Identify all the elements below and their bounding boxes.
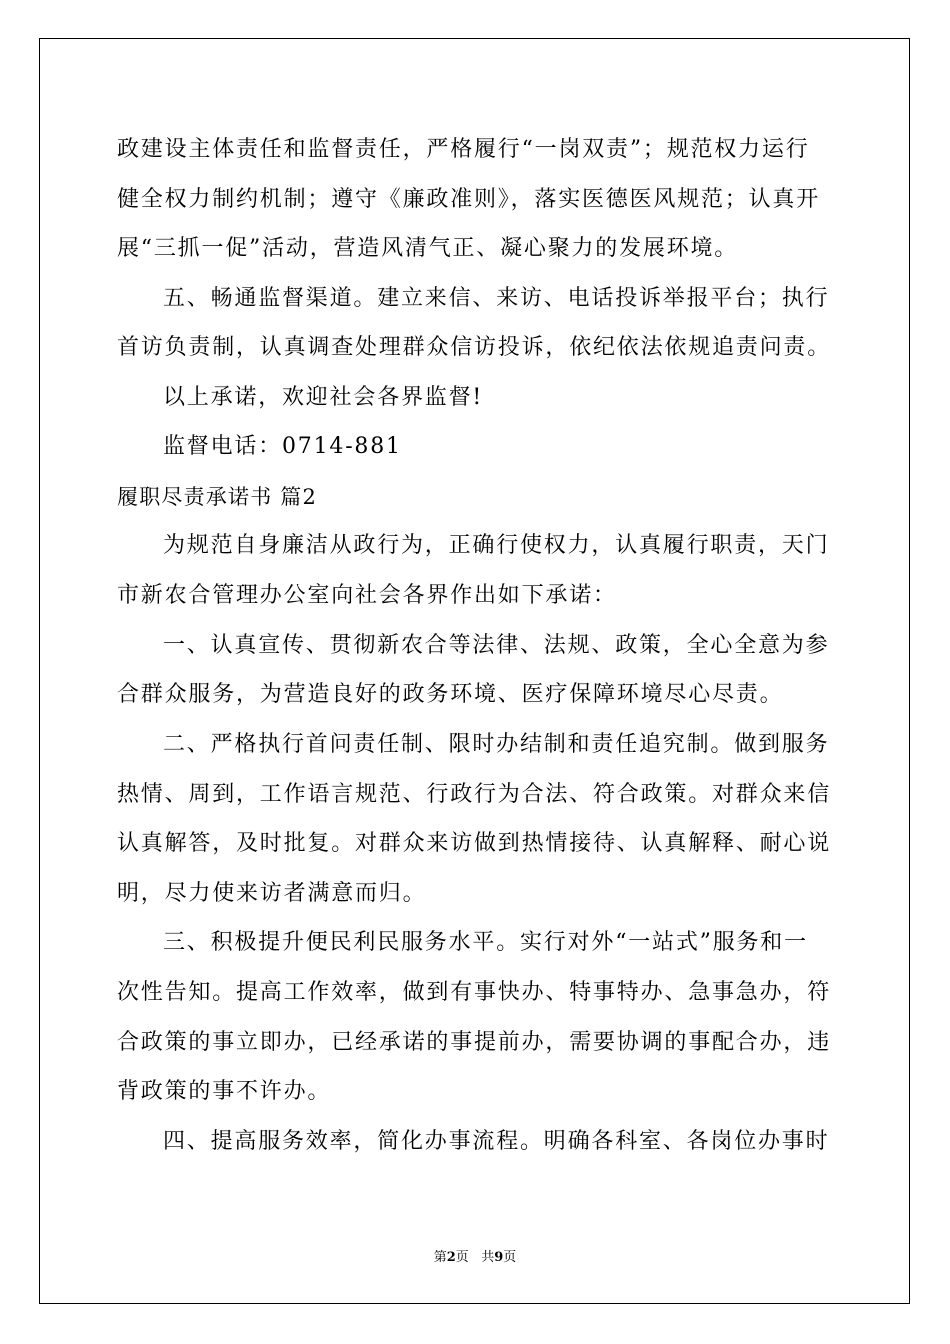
paragraph-line: 五、畅通监督渠道。建立来信、来访、电话投诉举报平台；执行 <box>163 286 830 311</box>
paragraph-line: 合群众服务，为营造良好的政务环境、医疗保障环境尽心尽责。 <box>117 682 784 707</box>
paragraph-line: 一、认真宣传、贯彻新农合等法律、法规、政策，全心全意为参 <box>163 633 830 658</box>
total-suffix: 页 <box>503 1250 517 1265</box>
current-page-number: 2 <box>446 1250 456 1265</box>
page-suffix: 页 <box>455 1250 469 1265</box>
paragraph-line: 政建设主体责任和监督责任，严格履行“一岗双责”；规范权力运行 <box>117 137 810 162</box>
paragraph-line: 为规范自身廉洁从政行为，正确行使权力，认真履行职责，天门 <box>163 533 830 558</box>
paragraph-line: 二、严格执行首问责任制、限时办结制和责任追究制。做到服务 <box>163 732 830 757</box>
paragraph-line: 合政策的事立即办，已经承诺的事提前办，需要协调的事配合办，违 <box>117 1030 832 1055</box>
page-prefix: 第 <box>433 1250 447 1265</box>
paragraph-line: 首访负责制，认真调查处理群众信访投诉，依纪依法依规追责问责。 <box>117 335 832 360</box>
paragraph-line: 认真解答，及时批复。对群众来访做到热情接待、认真解释、耐心说 <box>117 831 832 856</box>
paragraph-line: 以上承诺，欢迎社会各界监督! <box>163 385 484 410</box>
paragraph-line: 背政策的事不许办。 <box>117 1079 332 1104</box>
paragraph-line: 热情、周到，工作语言规范、行政行为合法、符合政策。对群众来信 <box>117 782 832 807</box>
paragraph-line: 明，尽力使来访者满意而归。 <box>117 881 427 906</box>
paragraph-line: 市新农合管理办公室向社会各界作出如下承诺： <box>117 583 617 608</box>
section-heading: 履职尽责承诺书 篇2 <box>117 485 318 509</box>
paragraph-line: 四、提高服务效率，简化办事流程。明确各科室、各岗位办事时 <box>163 1129 830 1154</box>
page-footer <box>0 1246 950 1265</box>
total-pages-number: 9 <box>494 1250 504 1265</box>
paragraph-line: 三、积极提升便民利民服务水平。实行对外“一站式”服务和一 <box>163 930 808 955</box>
paragraph-line: 展“三抓一促”活动，营造风清气正、凝心聚力的发展环境。 <box>117 236 739 261</box>
paragraph-line: 次性告知。提高工作效率，做到有事快办、特事特办、急事急办，符 <box>117 980 832 1005</box>
paragraph-line: 监督电话：0714-881 <box>163 434 402 459</box>
total-prefix: 共 <box>481 1250 495 1265</box>
paragraph-line: 健全权力制约机制；遵守《廉政准则》，落实医德医风规范；认真开 <box>117 187 821 212</box>
